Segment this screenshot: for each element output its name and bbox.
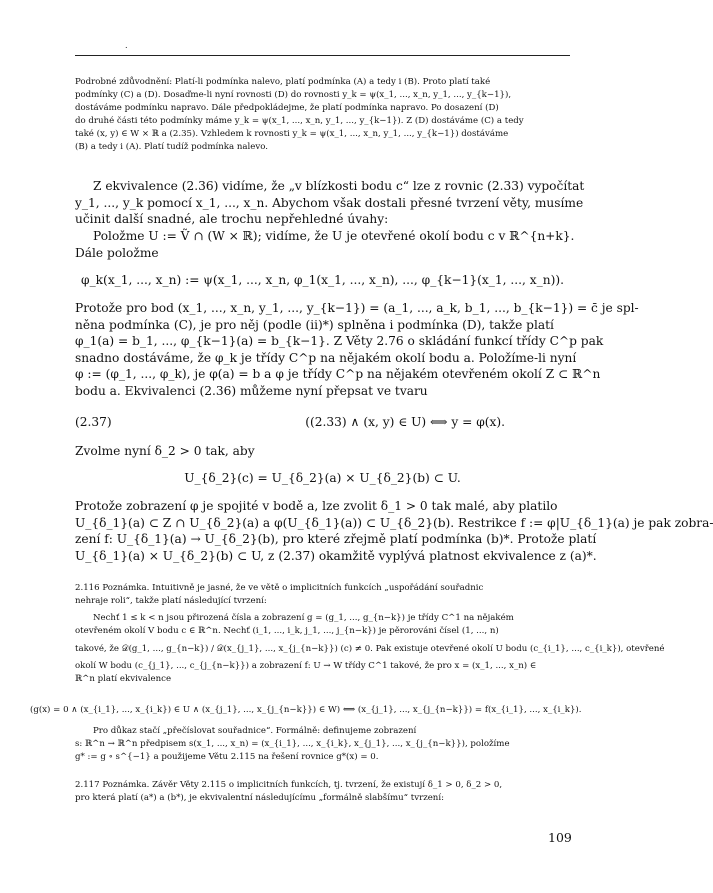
text-line: ℝ^n platí ekvivalence (75, 674, 172, 684)
theorem-statement (75, 612, 665, 686)
remark-2-116 (75, 582, 570, 608)
display-equation: ((2.33) ∧ (x, y) ∈ U) ⟺ y = φ(x). (305, 415, 505, 429)
text-line: také (x, y) ∈ W × ℝ a (2.35). Vzhledem k rovnosti y_k = ψ(x_1, ..., x_n, y_1, ..., y_{k−1}) dostáváme (75, 129, 509, 139)
display-equation: (g(x) = 0 ∧ (x_{i_1}, ..., x_{i_k}) ∈ U ∧ (x_{j_1}, ..., x_{j_{n−k}}) ∈ W) ⟺ (x_{j_1}, ..., x_{j_{n−k}}) = f(x_{i_1}, ..., x_{i_k}). (30, 705, 582, 715)
header-mark: . (125, 41, 128, 50)
text-line: (B) a tedy i (A). Platí tudíž podmínka nalevo. (75, 142, 268, 152)
text-line: φ_1(a) = b_1, ..., φ_{k−1}(a) = b_{k−1}. Z Věty 2.76 o skládání funkcí třídy C^p pak (75, 334, 604, 349)
equation-label: (2.37) (75, 415, 112, 429)
text-line: φ := (φ_1, ..., φ_k), je φ(a) = b a φ je třídy C^p na nějakém otevřeném okolí Z ⊂ ℝ^n (75, 367, 601, 382)
paragraph-condition (75, 300, 639, 400)
text-line: Z ekvivalence (2.36) vidíme, že „v blízkosti bodu c“ lze z rovnic (2.33) vypočítat (93, 179, 585, 193)
text-line: nehraje roli“, takže platí následující tvrzení: (75, 596, 267, 606)
detailed-justification (75, 76, 570, 154)
text-line: bodu a. Ekvivalenci (2.36) můžeme nyní přepsat ve tvaru (75, 383, 428, 398)
text-line: Protože pro bod (x_1, ..., x_n, y_1, ..., y_{k−1}) = (a_1, ..., a_k, b_1, ..., b_{k−1}) = c̄ je spl- (75, 301, 639, 315)
text-line: dostáváme podmínku napravo. Dále předpokládejme, že platí podmínka napravo. Po dosazení (D) (75, 103, 499, 113)
text-line: Položme U := Ṽ ∩ (W × ℝ); vidíme, že U je otevřené okolí bodu c v ℝ^{n+k}. (93, 229, 575, 243)
page-number: 109 (548, 830, 572, 845)
equation-phi-k (75, 272, 570, 289)
text-line: U_{δ_1}(a) ⊂ Z ∩ U_{δ_2}(a) a φ(U_{δ_1}(a)) ⊂ U_{δ_2}(b). Restrikce f := φ|U_{δ_1}(a) je pak zobra- (75, 515, 713, 530)
text-line: pro která platí (a*) a (b*), je ekvivalentní následujícímu „formálně slabšímu“ tvrzení: (75, 793, 444, 803)
text-line: do druhé části této podmínky máme y_k = ψ(x_1, ..., x_n, y_1, ..., y_{k−1}). Z (D) dostáváme (C) a tedy (75, 116, 524, 126)
text-line: Zvolme nyní δ_2 > 0 tak, aby (75, 444, 255, 458)
text-line: s: ℝ^n → ℝ^n předpisem s(x_1, ..., x_n) = (x_{i_1}, ..., x_{i_k}, x_{j_1}, ..., x_{j_{n−k}}), položíme (75, 739, 510, 749)
text-line: Nechť 1 ≤ k < n jsou přirozená čísla a zobrazení g = (g_1, ..., g_{n−k}) je třídy C^1 na nějakém (93, 613, 514, 623)
text-line: učinit další snadné, ale trochu nepřehledné úvahy: (75, 212, 389, 227)
equation-neighbourhood (75, 470, 570, 487)
text-line: Podrobné zdůvodnění: Platí-li podmínka nalevo, platí podmínka (A) a tedy i (B). Proto platí také (75, 77, 491, 87)
remark-2-117 (75, 779, 570, 805)
text-line: Pro důkaz stačí „přečíslovat souřadnice“. Formálně: definujeme zobrazení (93, 726, 417, 736)
text-line: snadno dostáváme, že φ_k je třídy C^p na nějakém okolí bodu a. Položíme-li nyní (75, 350, 577, 365)
text-line: okolí W bodu (c_{j_1}, ..., c_{j_{n−k}}) a zobrazení f: U → W třídy C^1 takové, že pro x = (x_1, ..., x_n) ∈ (75, 661, 537, 671)
paragraph-define-U (75, 228, 575, 261)
text-line: Dále položme (75, 245, 159, 260)
paragraph-delta2 (75, 443, 570, 460)
text-line: 2.117 Poznámka. Závěr Věty 2.115 o implicitních funkcích, tj. tvrzení, že existují δ_1 > 0, δ_2 > 0, (75, 780, 503, 790)
text-line: něna podmínka (C), je pro něj (podle (ii)*) splněna i podmínka (D), takže platí (75, 317, 554, 332)
text-line: y_1, ..., y_k pomocí x_1, ..., x_n. Abychom však dostali přesné tvrzení věty, musíme (75, 195, 584, 210)
display-equation: φ_k(x_1, ..., x_n) := ψ(x_1, ..., x_n, φ_1(x_1, ..., x_n), ..., φ_{k−1}(x_1, ..., x_n)). (81, 273, 564, 287)
text-line: g* := g ∘ s^{−1} a použijeme Větu 2.115 na řešení rovnice g*(x) = 0. (75, 752, 379, 762)
display-equation: U_{δ_2}(c) = U_{δ_2}(a) × U_{δ_2}(b) ⊂ U. (184, 471, 461, 485)
text-line: 2.116 Poznámka. Intuitivně je jasné, že ve větě o implicitních funkcích „uspořádání souřadnic (75, 583, 484, 593)
header-rule (75, 55, 570, 56)
paragraph-restriction (75, 498, 713, 564)
proof-2-116 (75, 725, 570, 764)
text-line: otevřeném okolí V bodu c ∈ ℝ^n. Nechť (i_1, ..., i_k, j_1, ..., j_{n−k}) je pěrorováni čísel (1, ..., n) (75, 626, 499, 636)
text-line: Protože zobrazení φ je spojité v bodě a, lze zvolit δ_1 > 0 tak malé, aby platilo (75, 499, 558, 513)
text-line: takové, že 𝒟(g_1, ..., g_{n−k}) / 𝒟(x_{j_1}, ..., x_{j_{n−k}}) (c) ≠ 0. Pak existuje otevřené okolí U bodu (c_{i_1}, ..., c_{i_k}), otevřené (75, 644, 665, 654)
text-line: podmínky (C) a (D). Dosaďme-li nyní rovnosti (D) do rovnosti y_k = ψ(x_1, ..., x_n, y_1, ..., y_{k−1}), (75, 90, 512, 100)
text-line: zení f: U_{δ_1}(a) → U_{δ_2}(b), pro které zřejmě platí podmínka (b)*. Protože platí (75, 532, 597, 547)
equation-wide (30, 704, 582, 717)
paragraph-equivalence (75, 178, 585, 228)
equation-2-37 (75, 414, 570, 431)
text-line: U_{δ_1}(a) × U_{δ_2}(b) ⊂ U, z (2.37) okamžitě vyplývá platnost ekvivalence z (a)*. (75, 548, 597, 563)
